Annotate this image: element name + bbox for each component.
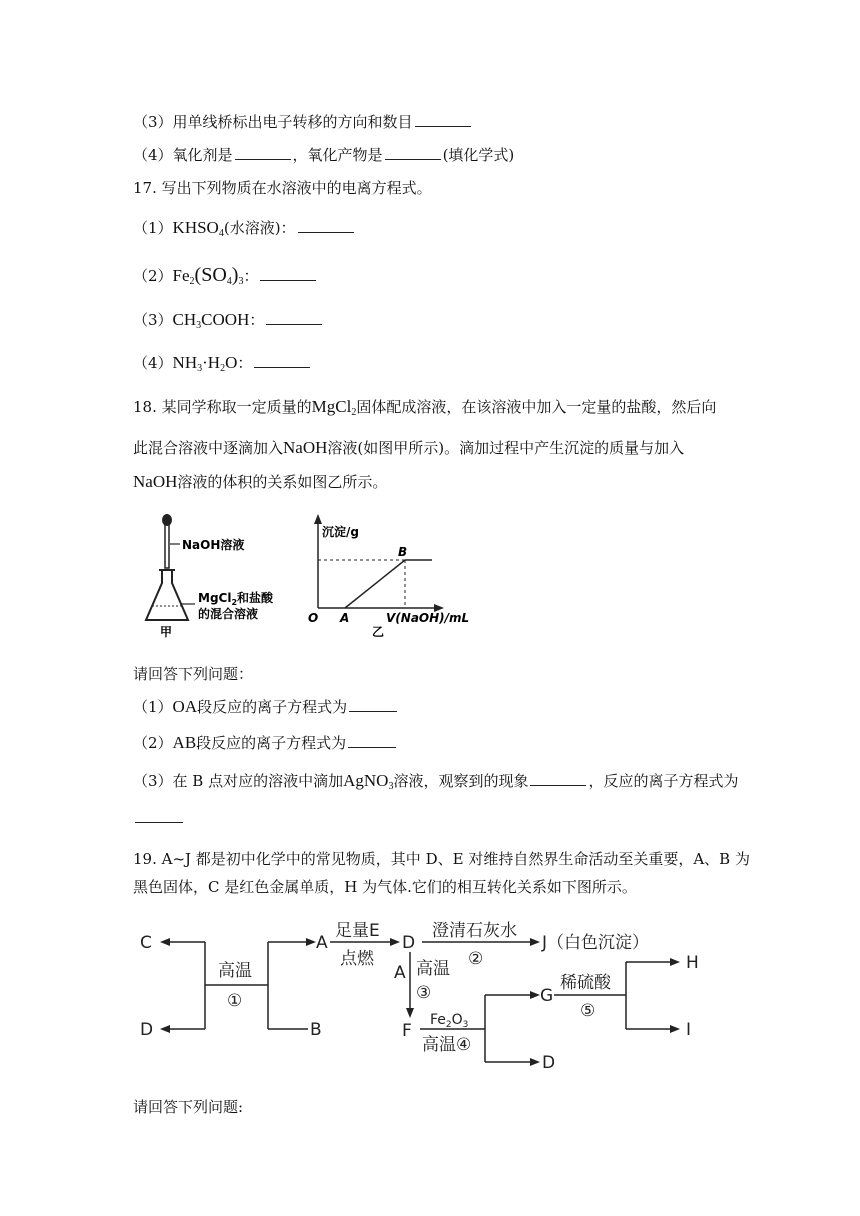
formula-text: NH <box>172 353 198 372</box>
q18-item-1 <box>133 697 399 717</box>
question-text: (填化学式) <box>442 146 515 164</box>
arrowhead-g <box>530 991 540 999</box>
question-19-line-2: 黑色固体，C 是红色金属单质，H 为气体.它们的相互转化关系如下图所示。 <box>133 878 637 896</box>
q18-item-3 <box>133 771 738 797</box>
node-i: I <box>686 1020 692 1040</box>
formula <box>343 771 393 790</box>
formula <box>173 353 238 372</box>
subscript: 3 <box>197 363 203 374</box>
question-text: 溶液，观察到的现象 <box>393 772 529 790</box>
formula <box>173 218 224 237</box>
question-17-title: 17. 写出下列物质在水溶液中的电离方程式。 <box>133 179 432 197</box>
subscript: 3 <box>196 320 202 331</box>
item-number: （2） <box>133 734 173 752</box>
question-text: 固体配成溶液，在该溶液中加入一定量的盐酸，然后向 <box>356 398 717 416</box>
formula: OA <box>172 697 198 716</box>
arrowhead-h <box>670 958 680 966</box>
formula-text: COOH <box>201 310 250 329</box>
subscript: 2 <box>220 363 226 374</box>
node-f: F <box>402 1021 412 1041</box>
answer-blank[interactable] <box>235 145 291 160</box>
line-ab <box>345 560 405 608</box>
label-dianran: 点燃 <box>340 949 374 969</box>
formula: NaOH <box>133 472 178 491</box>
point-b-label: B <box>398 545 408 559</box>
answer-blank[interactable] <box>254 353 310 368</box>
answer-blank[interactable] <box>385 145 441 160</box>
formula: NaOH <box>283 438 328 457</box>
question-text: 段反应的离子方程式为 <box>197 698 348 716</box>
node-d: D <box>402 933 416 953</box>
formula-text: ·H <box>202 353 221 372</box>
label-gaowen-4: 高温④ <box>422 1035 472 1055</box>
naoh-label: NaOH溶液 <box>182 538 245 552</box>
arrowhead-d3 <box>530 1058 540 1066</box>
node-g: G <box>540 986 554 1006</box>
question-text: 段反应的离子方程式为 <box>196 734 347 752</box>
q17-item-1 <box>133 218 356 244</box>
answer-prompt: 请回答下列问题： <box>133 665 254 683</box>
node-d-bottom: D <box>542 1053 556 1073</box>
answer-blank[interactable] <box>348 733 396 748</box>
question-18-line-1 <box>133 397 716 423</box>
node-h: H <box>686 953 699 973</box>
label-circle-1: ① <box>227 991 243 1011</box>
question-19-line-1: 19. A~J 都是初中化学中的常见物质，其中 D、E 对维持自然界生命活动至关重要，A、B 为 <box>133 850 750 868</box>
label-circle-2: ② <box>468 949 484 969</box>
figure-yi <box>300 512 480 642</box>
label-xiliusuan: 稀硫酸 <box>560 973 611 993</box>
subscript: 4 <box>218 228 224 239</box>
q17-item-4 <box>133 353 312 379</box>
x-axis-label: V(NaOH)/mL <box>386 611 470 625</box>
question-text: (水溶液)： <box>223 219 296 237</box>
caption-yi: 乙 <box>372 625 385 639</box>
formula-text: AgNO <box>343 771 389 790</box>
caption-jia: 甲 <box>160 625 173 639</box>
item-number: （4） <box>133 354 173 372</box>
label-zuliang-e: 足量E <box>335 921 380 941</box>
formula-text: ) <box>231 264 239 286</box>
arrowhead-dj <box>530 938 540 946</box>
subscript: 2 <box>189 276 195 287</box>
question-text: 溶液(如图甲所示)。滴加过程中产生沉淀的质量与加入 <box>327 439 685 457</box>
subscript: 3 <box>238 276 244 287</box>
dropper-tube <box>165 524 169 568</box>
item-number: （3） <box>133 311 173 329</box>
flask <box>146 570 188 620</box>
arrowhead-a <box>306 938 316 946</box>
formula <box>173 266 244 285</box>
y-axis-arrow <box>314 514 322 524</box>
point-a-label: A <box>340 611 350 625</box>
formula: AB <box>172 733 197 752</box>
answer-blank[interactable] <box>415 112 471 127</box>
item-number: （1） <box>133 219 173 237</box>
label-fe2o3: $Fe_2O_3$ <box>430 1012 469 1030</box>
subscript: 3 <box>388 781 394 792</box>
formula <box>312 397 357 416</box>
question-text: （3）在 B 点对应的溶液中滴加 <box>133 772 344 790</box>
question-text: 此混合溶液中逐滴加入 <box>133 439 284 457</box>
formula <box>173 310 250 329</box>
question-18-line-2 <box>133 438 684 458</box>
question-text: ： <box>237 354 253 372</box>
label-gaowen-3: 高温 <box>416 959 450 979</box>
question-18-line-3 <box>133 472 387 492</box>
question-text: 溶液的体积的关系如图乙所示。 <box>177 473 388 491</box>
q18-item-2 <box>133 733 398 753</box>
question-text: ： <box>243 267 259 285</box>
subscript: 2 <box>351 407 357 418</box>
q17-item-3 <box>133 310 324 336</box>
answer-blank[interactable] <box>135 808 183 823</box>
label-circle-5: ⑤ <box>580 1001 596 1021</box>
flow-diagram <box>130 912 730 1082</box>
flask-label-1: MgCl$_2$和盐酸 <box>198 591 274 607</box>
label-chengqing: 澄清石灰水 <box>432 921 517 941</box>
label-circle-3: ③ <box>416 983 432 1003</box>
formula-text: Fe <box>172 266 190 285</box>
formula-text: CH <box>172 310 197 329</box>
answer-blank[interactable] <box>530 771 586 786</box>
formula-text: (SO <box>194 264 227 286</box>
node-b: B <box>310 1020 322 1040</box>
y-axis-label: 沉淀/g <box>322 525 359 539</box>
question-text: 18. 某同学称取一定质量的 <box>133 398 312 416</box>
node-j: J（白色沉淀） <box>542 933 650 953</box>
formula-text: MgCl <box>311 397 352 416</box>
node-c: C <box>140 933 152 953</box>
q17-item-2 <box>133 265 318 292</box>
formula-text: KHSO <box>172 218 219 237</box>
question-text: ，反应的离子方程式为 <box>588 772 739 790</box>
arrowhead-d <box>160 1025 170 1033</box>
item-number: （2） <box>133 267 173 285</box>
question-text: （4）氧化剂是 <box>133 146 233 164</box>
q18-item-3-cont <box>133 808 185 828</box>
label-a-reagent: A <box>394 963 406 983</box>
question-text: ，氧化产物是 <box>292 146 383 164</box>
arrowhead-ad <box>390 938 400 946</box>
figure-jia <box>140 508 290 643</box>
sub-question-3 <box>133 112 473 132</box>
arrowhead-i <box>670 1025 680 1033</box>
item-number: （1） <box>133 698 173 716</box>
arrowhead-df <box>406 1008 414 1018</box>
flask-label-2: 的混合溶液 <box>198 607 259 621</box>
origin-label: O <box>308 611 319 625</box>
question-text: ： <box>249 311 265 329</box>
answer-blank[interactable] <box>349 697 397 712</box>
arrowhead-c <box>160 938 170 946</box>
label-gaowen-1: 高温 <box>218 961 252 981</box>
answer-blank[interactable] <box>298 218 354 233</box>
formula-text: O <box>225 353 238 372</box>
sub-question-4 <box>133 145 514 165</box>
node-a: A <box>316 933 328 953</box>
subscript: 4 <box>226 276 232 287</box>
answer-blank[interactable] <box>260 266 316 281</box>
answer-prompt-2: 请回答下列问题: <box>133 1098 244 1116</box>
answer-blank[interactable] <box>266 310 322 325</box>
node-d-left: D <box>140 1020 154 1040</box>
question-text: （3）用单线桥标出电子转移的方向和数目 <box>133 113 413 131</box>
